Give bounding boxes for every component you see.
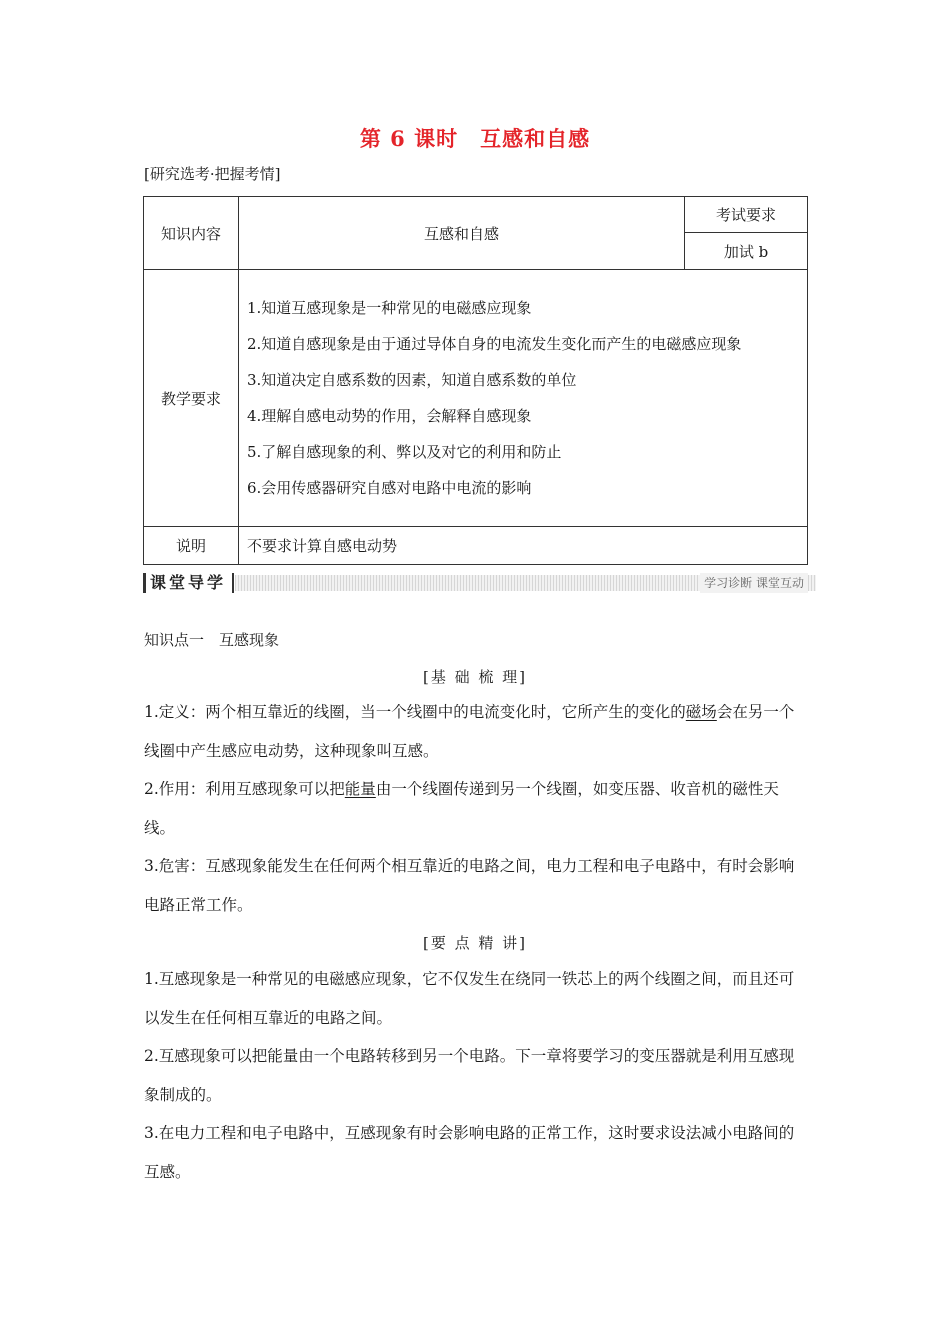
key-point: 2.互感现象可以把能量由一个电路转移到另一个电路。下一章将要学习的变压器就是利用互感现象制成的。 [144,1047,795,1104]
basics-heading: [基 础 梳 理] [422,668,527,686]
basics-definition [144,693,808,771]
underlined-answer: 能量 [344,780,376,798]
goal-item: 3.知道决定自感系数的因素，知道自感系数的单位 [247,371,577,389]
exam-req-label: 考试要求 [685,197,808,233]
goal-item: 1.知道互感现象是一种常见的电磁感应现象 [247,299,532,317]
note-value: 不要求计算自感电动势 [239,527,808,565]
knowledge-value: 互感和自感 [239,197,685,270]
basics-function [144,770,808,848]
goal-item: 6.会用传感器研究自感对电路中电流的影响 [247,479,532,497]
text-run: 1.定义：两个相互靠近的线圈，当一个线圈中的电流变化时，它所产生的变化的 [144,703,686,721]
basics-harm: 3.危害：互感现象能发生在任何两个相互靠近的电路之间，电力工程和电子电路中，有时会影响电路正常工作。 [144,857,795,914]
goal-item: 2.知道自感现象是由于通过导体自身的电流发生变化而产生的电磁感应现象 [247,335,742,353]
text-run: 会在另一个线圈中产生感应电动势，这种现象叫互感。 [144,703,795,760]
page-title: 第 6 课时 互感和自感 [359,126,591,151]
requirements-table [143,196,808,565]
key-point: 1.互感现象是一种常见的电磁感应现象，它不仅发生在绕同一铁芯上的两个线圈之间，而且还可以发生在任何相互靠近的电路之间。 [144,970,795,1027]
classroom-banner [143,573,816,593]
goal-item: 4.理解自感电动势的作用，会解释自感现象 [247,407,532,425]
knowledge-point-title: 知识点一 互感现象 [144,631,280,649]
banner-title: 课堂导学 [143,573,234,593]
knowledge-label: 知识内容 [144,197,239,270]
teaching-label: 教学要求 [144,270,239,527]
exam-req-value: 加试 b [685,233,808,270]
underlined-answer: 磁场 [685,703,717,721]
teaching-goals [239,270,808,527]
key-points-heading: [要 点 精 讲] [422,934,527,952]
note-label: 说明 [144,527,239,565]
goal-item: 5.了解自感现象的利、弊以及对它的利用和防止 [247,443,562,461]
section-label: [研究选考·把握考情] [144,165,281,183]
banner-subtitle: 学习诊断 课堂互动 [700,573,808,593]
text-run: 由一个线圈传递到另一个线圈，如变压器、收音机的磁性天线。 [144,780,779,837]
text-run: 2.作用：利用互感现象可以把 [144,780,345,798]
key-point: 3.在电力工程和电子电路中，互感现象有时会影响电路的正常工作，这时要求设法减小电路间的互感。 [144,1124,795,1181]
